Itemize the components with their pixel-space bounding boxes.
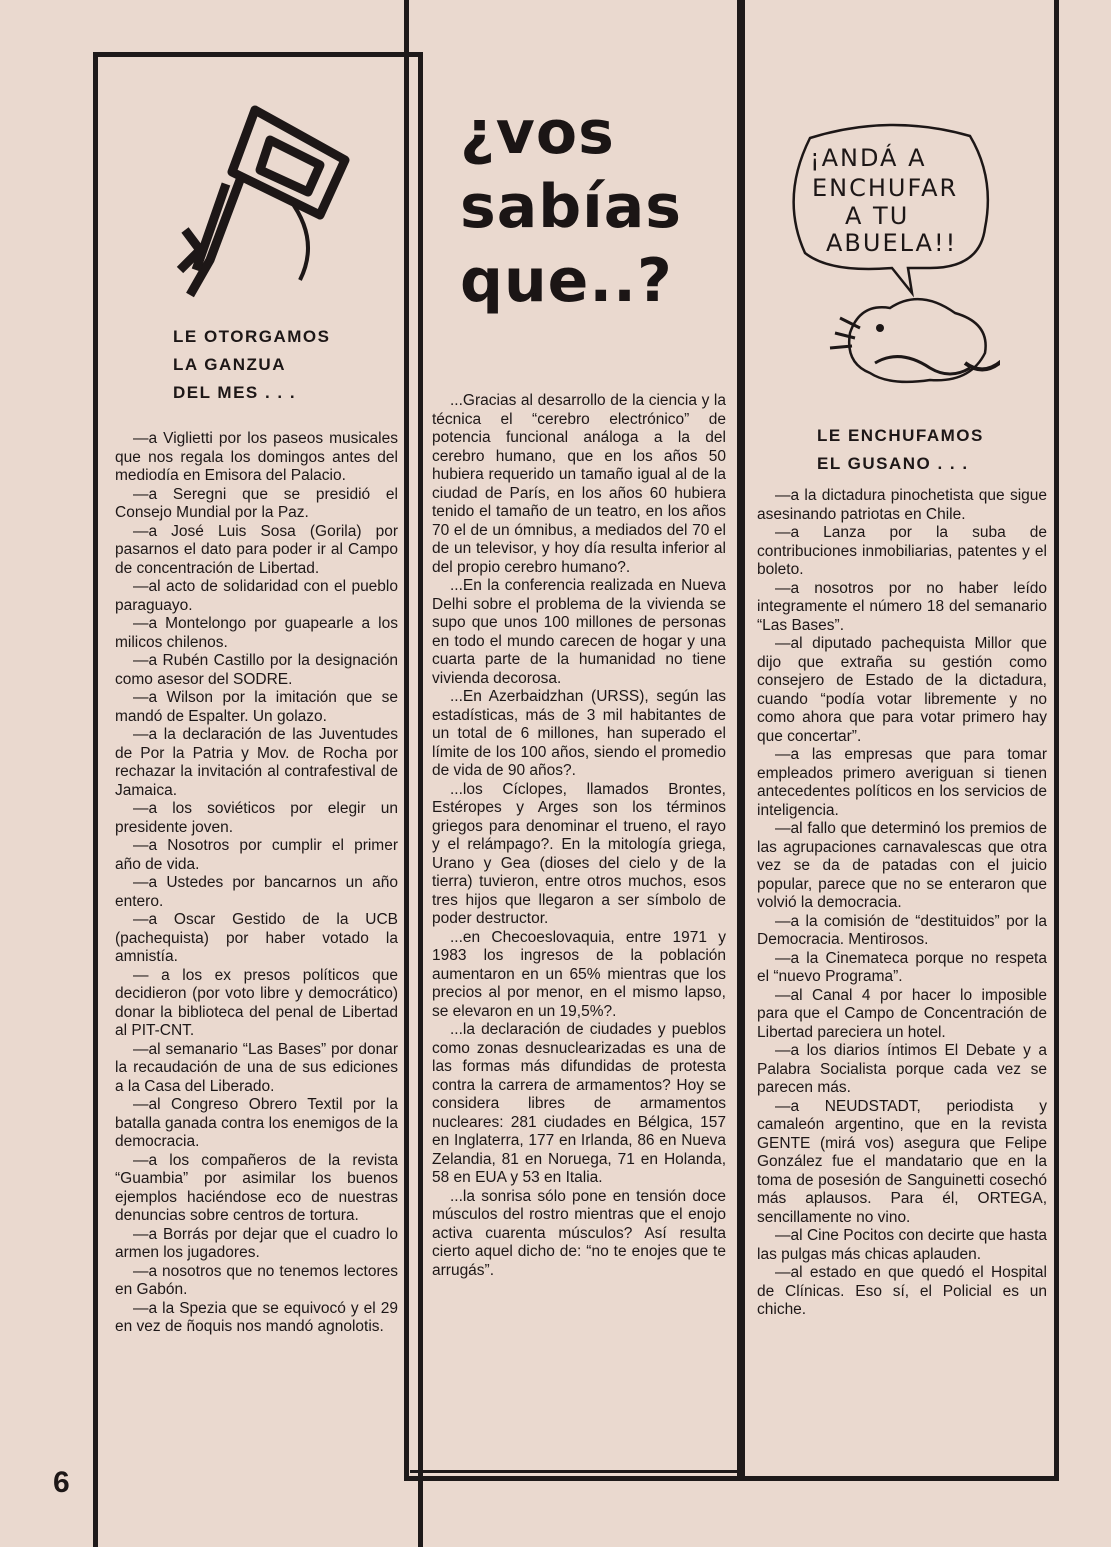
ganzua-list [115,430,398,1337]
list-item: —al semanario “Las Bases” por donar la recaudación de una de sus ediciones a la Casa del Liberado. [115,1040,398,1095]
list-item: —a Wilson por la imitación que se mandó de Espalter. Un golazo. [115,689,398,725]
list-item: —a los diarios íntimos El Debate y a Palabra Socialista porque cada vez se parecen más. [757,1042,1047,1096]
middle-inner-rule [410,1470,740,1473]
list-item: —al Canal 4 por hacer lo imposible para que el Campo de Concentración de Libertad pareciera un hotel. [757,986,1047,1041]
list-item: —a los soviéticos por elegir un presidente joven. [115,800,398,836]
list-item: —a Ustedes por bancarnos un año entero. [115,874,398,910]
title-line: que..? [460,246,673,316]
gusano-list [757,487,1047,1320]
key-illustration [170,100,370,310]
list-item: —a Oscar Gestido de la UCB (pachequista) por haber votado la amnistía. [115,911,398,965]
list-item: —a NEUDSTADT, periodista y camaleón argentino, que en la revista GENTE (mirá vos) asegura que Felipe González fue el mandatario que en la toma de posesión de Sanguinetti cosechó más aplausos. Para él, ORTEGA, sencillamente no vino. [757,1097,1047,1226]
title-line: ¿vos [460,98,615,168]
list-item: —a Montelongo por guapearle a los milicos chilenos. [115,615,398,651]
list-item: —al estado en que quedó el Hospital de Clínicas. Eso sí, el Policial es un chiche. [757,1264,1047,1318]
paragraph: ...en Checoeslovaquia, entre 1971 y 1983 los ingresos de la población aumentaron en un 65% mientras que los precios al por menor, en el mismo lapso, se elevaron en un 19,5%?. [432,928,726,1020]
list-item: —a Rubén Castillo por la designación como asesor del SODRE. [115,652,398,688]
list-item: —al diputado pachequista Millor que dijo que extraña su gestión como consejero de Estado de la dictadura, cuando “podía votar libremente y no como ahora que para votar primero hay que concertar”. [757,635,1047,745]
list-item: —a nosotros que no tenemos lectores en Gabón. [115,1262,398,1298]
headline-line: LE OTORGAMOS [173,327,331,346]
vos-sabias-title [460,96,720,318]
paragraph: ...Gracias al desarrollo de la ciencia y la técnica el “cerebro electrónico” de potencia funcional análoga a la del cerebro humano, que en los años 50 hubiera requerido un tamaño igual al de la ciudad de París, en los años 60 hubiera tenido el tamaño de un teatro, en los años 70 el de un ómnibus, a mediados del 70 el de un televisor, y hoy día resulta inferior al del propio cerebro humano?. [432,392,726,576]
paragraph: ...En Azerbaidzhan (URSS), según las estadísticas, más de 3 mil habitantes de un total de 6 millones, han superado el límite de los 100 años, siendo el promedio de vida de 90 años?. [432,688,726,779]
page-number: 6 [53,1466,70,1499]
list-item: —al fallo que determinó los premios de las agrupaciones carnavalescas que otra vez se da de patadas con el juicio popular, parece que no se enteraron que volvió la democracia. [757,820,1047,911]
paragraph: ...la sonrisa sólo pone en tensión doce músculos del rostro mientras que el enojo activa cuarenta músculos? Así resulta cierto aquel dicho de: “no te enojes que te arrugás”. [432,1187,726,1279]
list-item: —a la Cinemateca porque no respeta el “nuevo Programa”. [757,949,1047,985]
list-item: — a los ex presos políticos que decidieron (por voto libre y democrático) donar la biblioteca del penal de Libertad al PIT-CNT. [115,966,398,1039]
list-item: —a nosotros por no haber leído integramente el número 18 del semanario “Las Bases”. [757,579,1047,634]
paragraph: ...En la conferencia realizada en Nueva Delhi sobre el problema de la vivienda se supo que unos 100 millones de personas en todo el mundo carecen de hogar y una cuarta parte de la humanidad no tiene vivienda decorosa. [432,577,726,687]
bubble-line: ABUELA!! [826,229,958,257]
list-item: —a Lanza por la suba de contribuciones inmobiliarias, patentes y el boleto. [757,524,1047,578]
list-item: —a la dictadura pinochetista que sigue asesinando patriotas en Chile. [757,487,1047,523]
headline-line: EL GUSANO . . . [817,454,969,473]
list-item: —a Borrás por dejar que el cuadro lo armen los jugadores. [115,1225,398,1261]
list-item: —a José Luis Sosa (Gorila) por pasarnos el dato para poder ir al Campo de concentración de Libertad. [115,522,398,577]
list-item: —a la Spezia que se equivocó y el 29 en vez de ñoquis nos mandó agnolotis. [115,1299,398,1335]
vos-sabias-text [432,392,726,1280]
list-item: —al Cine Pocitos con decirte que hasta las pulgas más chicas aplauden. [757,1227,1047,1263]
list-item: —a los compañeros de la revista “Guambia” por asimilar los buenos ejemplos haciéndose eco de nuestras denuncias sobre centros de tortura. [115,1151,398,1224]
gusano-headline [817,422,984,478]
list-item: —a la declaración de las Juventudes de Por la Patria y Mov. de Rocha por rechazar la invitación al contrafestival de Jamaica. [115,726,398,799]
list-item: —a las empresas que para tomar empleados primero averiguan si tienen antecedentes políticos en los servicios de inteligencia. [757,746,1047,819]
headline-line: DEL MES . . . [173,383,297,402]
bubble-line: ¡ANDÁ A [810,144,927,172]
list-item: —a Seregni que se presidió el Consejo Mundial por la Paz. [115,485,398,521]
headline-line: LA GANZUA [173,355,286,374]
bubble-line: A TU [845,202,910,230]
list-item: —a la comisión de “destituidos” por la Democracia. Mentirosos. [757,912,1047,948]
worm-cartoon [780,118,1000,408]
headline-line: LE ENCHUFAMOS [817,426,984,445]
bubble-line: ENCHUFAR [812,174,959,202]
list-item: —al Congreso Obrero Textil por la batalla ganada contra los enemigos de la democracia. [115,1096,398,1150]
ganzua-headline [173,323,330,407]
list-item: —a Nosotros por cumplir el primer año de vida. [115,837,398,873]
list-item: —al acto de solidaridad con el pueblo paraguayo. [115,578,398,614]
list-item: —a Viglietti por los paseos musicales que nos regala los domingos antes del mediodía en Emisora del Palacio. [115,430,398,484]
paragraph: ...la declaración de ciudades y pueblos como zonas desnuclearizadas es una de las formas más difundidas de protesta contra la carrera de armamentos? Hoy se considera libres de armamentos nucleares: 281 ciudades en Bélgica, 157 en Inglaterra, 177 en Irlanda, 86 en Nueva Zelandia, 81 en Noruega, 71 en Holanda, 58 en EUA y 53 en Italia. [432,1021,726,1186]
worm-illustration [830,299,1000,382]
title-line: sabías [460,172,682,242]
paragraph: ...los Cíclopes, llamados Brontes, Estéropes y Arges son los términos griegos para denominar el trueno, el rayo y el relámpago?. En la mitología griega, Urano y Gea (dioses del cielo y de la tierra) tuvieron, entre otros muchos, esos tres hijos que llegaron a ser símbolo de poder destructor. [432,780,726,927]
